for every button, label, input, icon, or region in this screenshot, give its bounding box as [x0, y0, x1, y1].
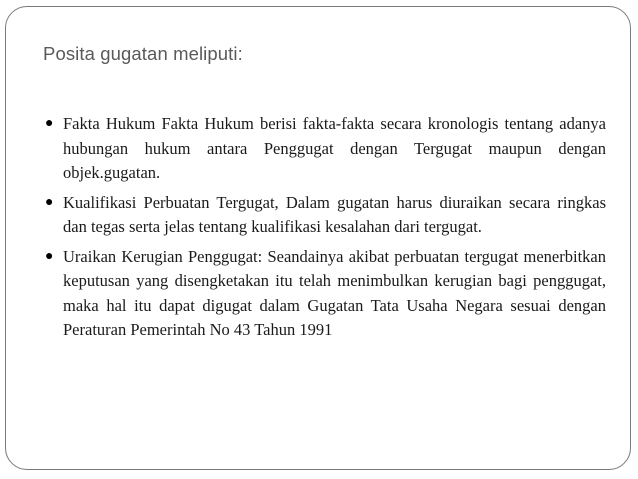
bullet-text: Fakta Hukum Fakta Hukum berisi fakta-fakta secara kronologis tentang adanya hubungan hukum antara Penggugat dengan Tergugat maupun dengan objek.gugatan. [63, 114, 606, 182]
bullet-text: Uraikan Kerugian Penggugat: Seandainya akibat perbuatan tergugat menerbitkan keputusan yang disengketakan itu telah menimbulkan kerugian bagi penggugat, maka hal itu dapat digugat dalam Gugatan Tata Usaha Negara sesuai dengan Peraturan Pemerintah No 43 Tahun 1991 [63, 246, 606, 339]
slide-frame [5, 6, 631, 470]
bullet-item-kerugian [43, 245, 606, 343]
bullet-dot-icon: ● [45, 248, 54, 264]
bullet-list [43, 112, 606, 343]
bullet-dot-icon: ● [45, 194, 54, 210]
slide-title: Posita gugatan meliputi: [43, 43, 243, 64]
bullet-item-fakta-hukum [43, 112, 606, 186]
bullet-text: Kualifikasi Perbuatan Tergugat, Dalam gugatan harus diuraikan secara ringkas dan tegas serta jelas tentang kualifikasi kesalahan dari tergugat. [63, 192, 606, 236]
bullet-dot-icon: ● [45, 116, 54, 131]
bullet-item-kualifikasi [43, 191, 606, 240]
